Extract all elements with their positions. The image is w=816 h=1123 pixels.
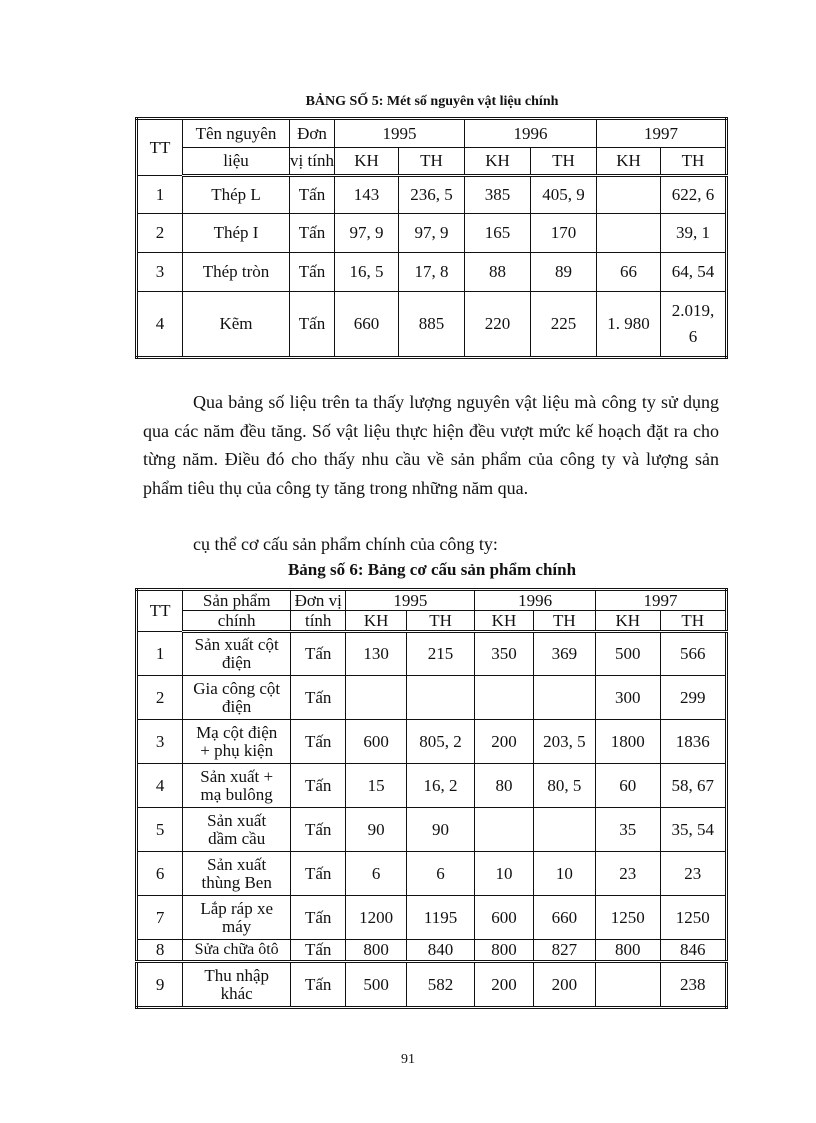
cell-value: 16, 5 bbox=[335, 253, 399, 292]
cell-value: 1800 bbox=[596, 720, 660, 764]
cell-value: 2.019, 6 bbox=[661, 292, 727, 358]
cell-name bbox=[183, 676, 291, 720]
cell-value: 1836 bbox=[660, 720, 727, 764]
cell-value: 64, 54 bbox=[661, 253, 727, 292]
cell-value: 80 bbox=[475, 764, 533, 808]
cell-value: 15 bbox=[346, 764, 406, 808]
header-kh: KH bbox=[346, 611, 406, 632]
cell-value: 89 bbox=[531, 253, 597, 292]
cell-name bbox=[183, 720, 291, 764]
header-year-1996: 1996 bbox=[475, 590, 596, 611]
header-kh: KH bbox=[596, 611, 660, 632]
cell-value: 200 bbox=[475, 720, 533, 764]
cell-value: 203, 5 bbox=[533, 720, 595, 764]
cell-value: 200 bbox=[475, 962, 533, 1008]
cell-name-line1: Sản xuất bbox=[207, 810, 267, 830]
cell-unit: Tấn bbox=[290, 253, 335, 292]
header-name-line1: Tên nguyên bbox=[183, 119, 290, 148]
table5-materials bbox=[135, 117, 728, 359]
cell-value: 220 bbox=[465, 292, 531, 358]
cell-value: 6 bbox=[346, 852, 406, 896]
cell-value: 846 bbox=[660, 940, 727, 962]
header-th: TH bbox=[399, 148, 465, 176]
table-row bbox=[137, 214, 727, 253]
cell-value: 500 bbox=[346, 962, 406, 1008]
cell-name-line1: Sản xuất + bbox=[200, 766, 274, 786]
cell-value: 238 bbox=[660, 962, 727, 1008]
table-row bbox=[137, 852, 727, 896]
cell-value: 39, 1 bbox=[661, 214, 727, 253]
table-row bbox=[137, 962, 727, 1008]
cell-name-line1: Sản xuất bbox=[207, 854, 267, 874]
table-row bbox=[137, 896, 727, 940]
cell-name-line1: Gia công cột bbox=[193, 678, 281, 698]
cell-value: 600 bbox=[346, 720, 406, 764]
table-row bbox=[137, 764, 727, 808]
cell-value: 16, 2 bbox=[406, 764, 474, 808]
cell-value: 80, 5 bbox=[533, 764, 595, 808]
cell-name: Thép tròn bbox=[183, 253, 290, 292]
cell-tt: 2 bbox=[137, 676, 183, 720]
cell-tt: 4 bbox=[137, 764, 183, 808]
cell-name bbox=[183, 852, 291, 896]
cell-value: 10 bbox=[533, 852, 595, 896]
cell-tt: 9 bbox=[137, 962, 183, 1008]
table6-products bbox=[135, 588, 728, 1009]
header-unit-line1: Đơn vị bbox=[291, 590, 346, 611]
cell-name-line2: điện bbox=[222, 653, 252, 672]
cell-unit: Tấn bbox=[290, 176, 335, 214]
cell-value: 385 bbox=[465, 176, 531, 214]
table-row bbox=[137, 632, 727, 676]
cell-name bbox=[183, 632, 291, 676]
cell-value bbox=[475, 676, 533, 720]
cell-tt: 8 bbox=[137, 940, 183, 962]
cell-value: 97, 9 bbox=[399, 214, 465, 253]
cell-value bbox=[597, 176, 661, 214]
body-paragraph-intro: cụ thể cơ cấu sản phẩm chính của công ty: bbox=[193, 534, 498, 554]
header-name-line2: chính bbox=[183, 611, 291, 632]
table6-caption: Bảng số 6: Bảng cơ cấu sản phẩm chính bbox=[287, 560, 577, 579]
header-th: TH bbox=[660, 611, 727, 632]
cell-unit: Tấn bbox=[291, 632, 346, 676]
cell-name-line2: máy bbox=[222, 916, 252, 936]
cell-value bbox=[597, 214, 661, 253]
cell-value: 405, 9 bbox=[531, 176, 597, 214]
cell-value: 165 bbox=[465, 214, 531, 253]
body-paragraph: Qua bảng số liệu trên ta thấy lượng nguyên vật liệu mà công ty sử dụng qua các năm đều tăng. Số vật liệu thực hiện đều vượt mức kế hoạch đặt ra cho từng năm. Điều đó cho thấy nhu cầu về sản phẩm của công ty và lượng sản phẩm tiêu thụ của công ty tăng trong những năm qua. bbox=[143, 392, 719, 498]
cell-unit: Tấn bbox=[291, 676, 346, 720]
cell-value: 1195 bbox=[406, 896, 474, 940]
cell-value: 1250 bbox=[660, 896, 727, 940]
cell-tt: 1 bbox=[137, 176, 183, 214]
page-number: 91 bbox=[401, 1052, 415, 1067]
cell-value: 800 bbox=[596, 940, 660, 962]
cell-tt: 3 bbox=[137, 720, 183, 764]
cell-name-line2: + phụ kiện bbox=[200, 740, 274, 760]
cell-value: 885 bbox=[399, 292, 465, 358]
cell-value bbox=[475, 808, 533, 852]
cell-value: 35 bbox=[596, 808, 660, 852]
cell-unit: Tấn bbox=[291, 808, 346, 852]
cell-name-line1: Mạ cột điện bbox=[196, 722, 278, 742]
cell-unit: Tấn bbox=[291, 764, 346, 808]
cell-value bbox=[346, 676, 406, 720]
table-row bbox=[137, 292, 727, 358]
cell-unit: Tấn bbox=[291, 962, 346, 1008]
cell-value: 35, 54 bbox=[660, 808, 727, 852]
cell-name-line1: Thu nhập bbox=[204, 965, 270, 985]
cell-value: 1200 bbox=[346, 896, 406, 940]
cell-value: 350 bbox=[475, 632, 533, 676]
cell-value: 369 bbox=[533, 632, 595, 676]
cell-value bbox=[533, 808, 595, 852]
cell-name-line2: mạ bulông bbox=[200, 784, 273, 804]
cell-value: 170 bbox=[531, 214, 597, 253]
table-row bbox=[137, 940, 727, 962]
cell-value: 6 bbox=[406, 852, 474, 896]
cell-value: 66 bbox=[597, 253, 661, 292]
header-th: TH bbox=[406, 611, 474, 632]
header-unit-line2: tính bbox=[291, 611, 346, 632]
cell-unit: Tấn bbox=[290, 292, 335, 358]
cell-value: 17, 8 bbox=[399, 253, 465, 292]
header-year-1997: 1997 bbox=[596, 590, 727, 611]
cell-value: 840 bbox=[406, 940, 474, 962]
cell-value: 60 bbox=[596, 764, 660, 808]
cell-value bbox=[533, 676, 595, 720]
cell-name: Kẽm bbox=[183, 292, 290, 358]
table5-caption: BẢNG SỐ 5: Mét số nguyên vật liệu chính bbox=[305, 94, 559, 109]
cell-name-line2: dầm cầu bbox=[208, 828, 266, 848]
header-th: TH bbox=[661, 148, 727, 176]
cell-value: 90 bbox=[346, 808, 406, 852]
table-row bbox=[137, 676, 727, 720]
header-year-1997: 1997 bbox=[597, 119, 727, 148]
cell-value: 143 bbox=[335, 176, 399, 214]
cell-name-line2: thùng Ben bbox=[201, 872, 272, 892]
cell-tt: 1 bbox=[137, 632, 183, 676]
cell-value: 1. 980 bbox=[597, 292, 661, 358]
cell-value: 225 bbox=[531, 292, 597, 358]
header-kh: KH bbox=[597, 148, 661, 176]
cell-value: 300 bbox=[596, 676, 660, 720]
cell-name bbox=[183, 896, 291, 940]
cell-unit: Tấn bbox=[291, 852, 346, 896]
cell-value: 58, 67 bbox=[660, 764, 727, 808]
table-row bbox=[137, 253, 727, 292]
header-th: TH bbox=[531, 148, 597, 176]
cell-tt: 2 bbox=[137, 214, 183, 253]
cell-value bbox=[406, 676, 474, 720]
cell-value: 90 bbox=[406, 808, 474, 852]
cell-name-line1: Lắp ráp xe bbox=[200, 898, 274, 918]
header-year-1995: 1995 bbox=[335, 119, 465, 148]
cell-name bbox=[183, 962, 291, 1008]
cell-value: 800 bbox=[475, 940, 533, 962]
cell-tt: 3 bbox=[137, 253, 183, 292]
header-tt: TT bbox=[137, 590, 183, 632]
cell-unit: Tấn bbox=[291, 720, 346, 764]
table-row bbox=[137, 176, 727, 214]
cell-value: 236, 5 bbox=[399, 176, 465, 214]
header-name-line1: Sản phẩm bbox=[183, 590, 291, 611]
cell-value: 660 bbox=[533, 896, 595, 940]
header-unit-line1: Đơn bbox=[290, 119, 335, 148]
cell-tt: 7 bbox=[137, 896, 183, 940]
cell-value: 299 bbox=[660, 676, 727, 720]
cell-value: 1250 bbox=[596, 896, 660, 940]
header-unit-line2: vị tính bbox=[290, 148, 335, 176]
cell-unit: Tấn bbox=[291, 940, 346, 962]
header-th: TH bbox=[533, 611, 595, 632]
cell-unit: Tấn bbox=[291, 896, 346, 940]
cell-value: 97, 9 bbox=[335, 214, 399, 253]
header-kh: KH bbox=[465, 148, 531, 176]
cell-name bbox=[183, 808, 291, 852]
header-tt: TT bbox=[137, 119, 183, 176]
cell-name: Thép I bbox=[183, 214, 290, 253]
header-name-line2: liệu bbox=[183, 148, 290, 176]
cell-value: 215 bbox=[406, 632, 474, 676]
cell-value: 805, 2 bbox=[406, 720, 474, 764]
cell-name-line2: điện bbox=[222, 696, 252, 716]
cell-name-line1: Sản xuất cột bbox=[194, 635, 279, 654]
cell-value: 600 bbox=[475, 896, 533, 940]
cell-value: 566 bbox=[660, 632, 727, 676]
header-year-1996: 1996 bbox=[465, 119, 597, 148]
cell-value: 800 bbox=[346, 940, 406, 962]
cell-value: 23 bbox=[660, 852, 727, 896]
table-row bbox=[137, 808, 727, 852]
cell-value: 660 bbox=[335, 292, 399, 358]
cell-tt: 6 bbox=[137, 852, 183, 896]
cell-value: 10 bbox=[475, 852, 533, 896]
cell-value bbox=[596, 962, 660, 1008]
cell-value: 23 bbox=[596, 852, 660, 896]
cell-tt: 5 bbox=[137, 808, 183, 852]
cell-value: 827 bbox=[533, 940, 595, 962]
cell-value: 500 bbox=[596, 632, 660, 676]
cell-name bbox=[183, 764, 291, 808]
cell-value: 200 bbox=[533, 962, 595, 1008]
cell-tt: 4 bbox=[137, 292, 183, 358]
cell-value: 582 bbox=[406, 962, 474, 1008]
cell-value: 622, 6 bbox=[661, 176, 727, 214]
cell-name: Sửa chữa ôtô bbox=[183, 940, 291, 962]
cell-value: 130 bbox=[346, 632, 406, 676]
cell-unit: Tấn bbox=[290, 214, 335, 253]
cell-name: Thép L bbox=[183, 176, 290, 214]
header-kh: KH bbox=[335, 148, 399, 176]
header-year-1995: 1995 bbox=[346, 590, 475, 611]
header-kh: KH bbox=[475, 611, 533, 632]
cell-value: 88 bbox=[465, 253, 531, 292]
table-row bbox=[137, 720, 727, 764]
cell-name-line2: khác bbox=[220, 983, 253, 1003]
